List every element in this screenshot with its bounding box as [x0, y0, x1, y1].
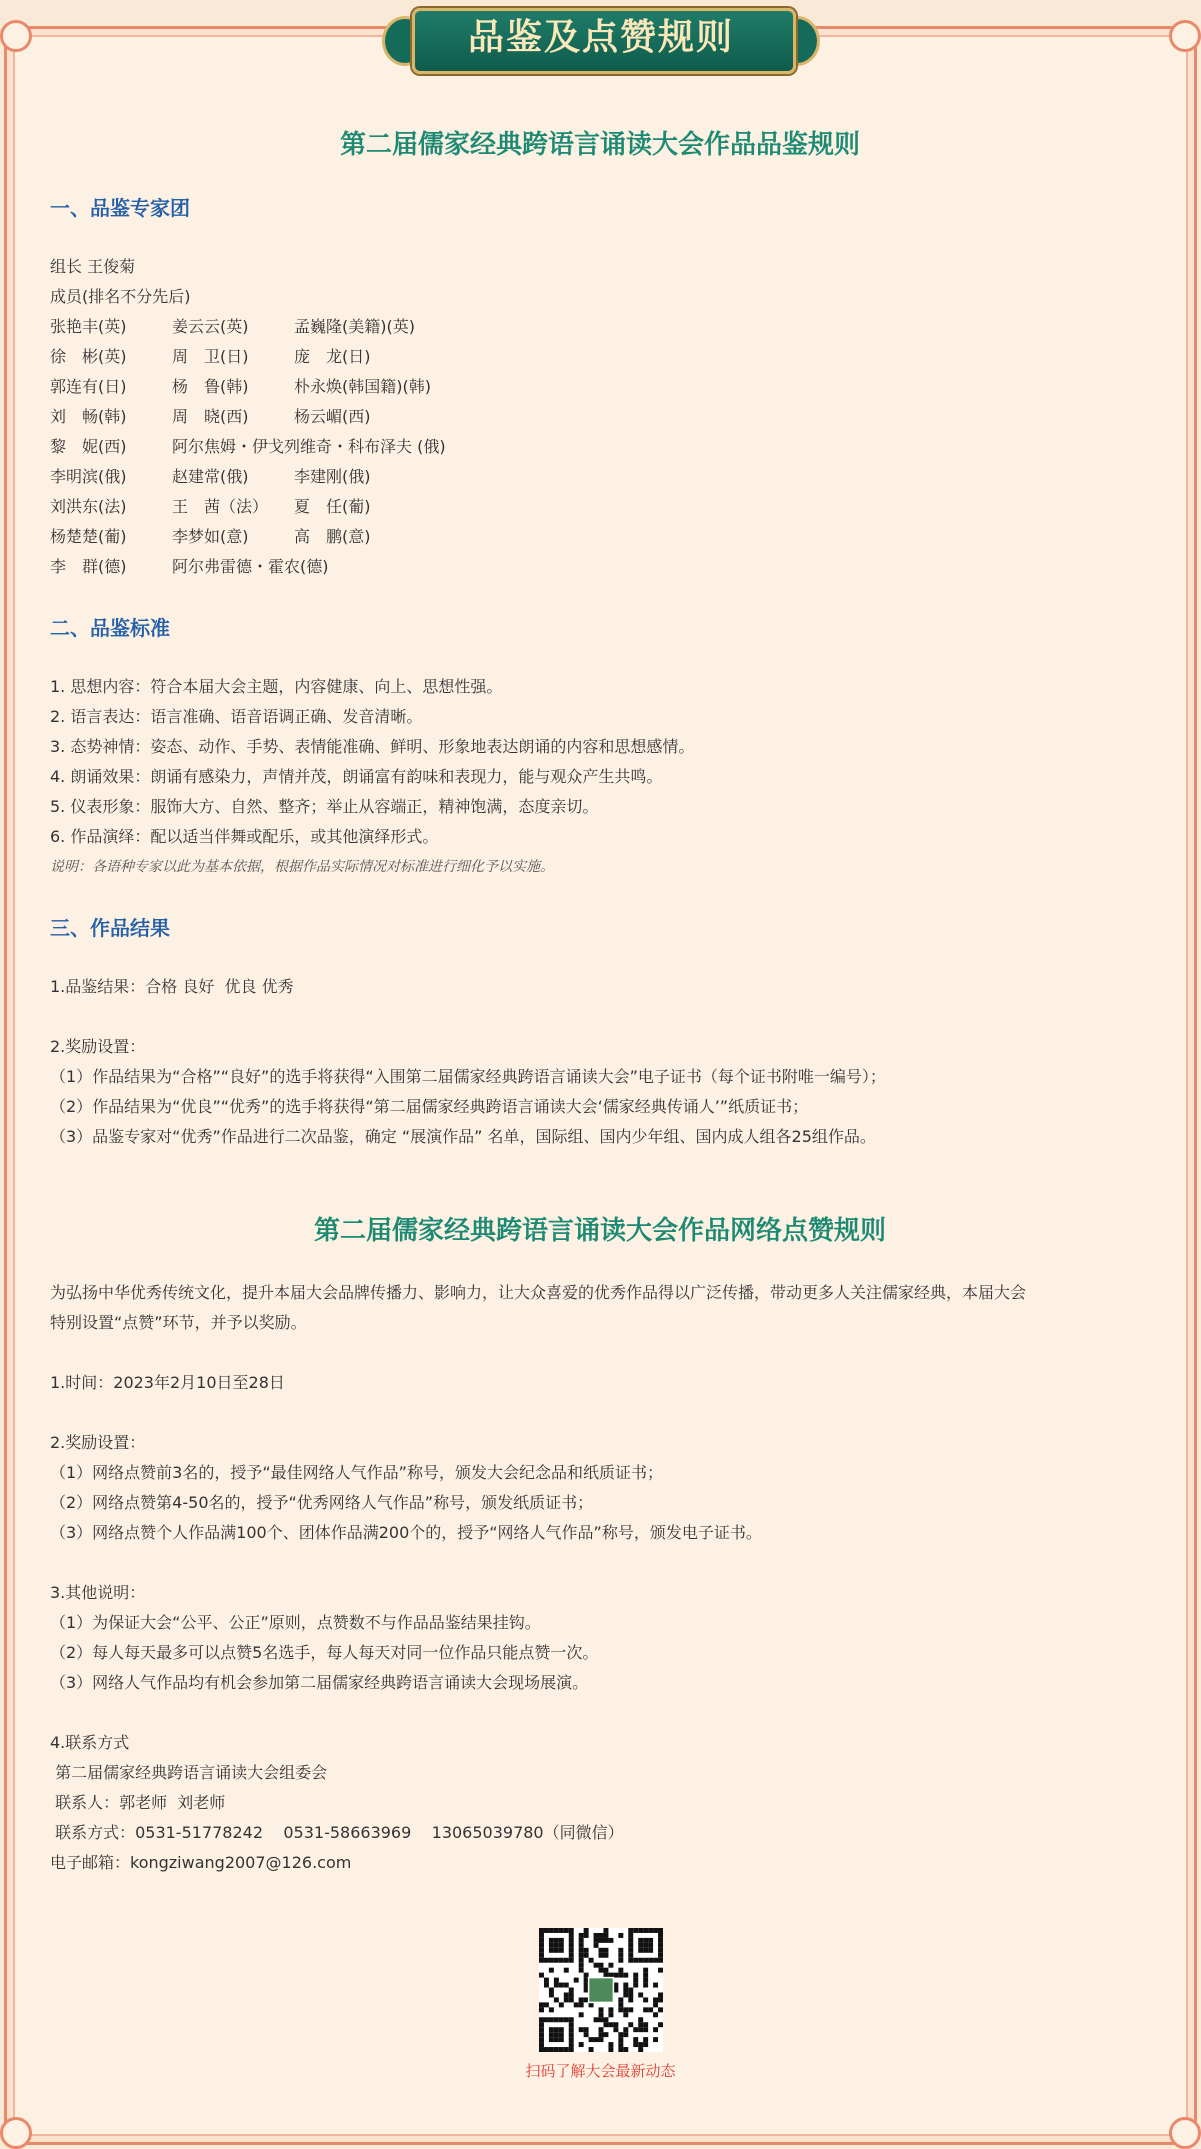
contact-item: 联系人：郭老师 刘老师: [50, 1793, 226, 1812]
expert-name: 高 鹏(意): [294, 527, 371, 546]
expert-name: 姜云云(英): [172, 317, 249, 336]
criteria-item: 6. 作品演绎：配以适当伴舞或配乐，或其他演绎形式。: [50, 827, 439, 846]
expert-name: 李梦如(意): [172, 527, 249, 546]
expert-name: 阿尔焦姆・伊戈列维奇・科布泽夫 (俄): [172, 437, 446, 456]
expert-name: 杨楚楚(葡): [50, 527, 127, 546]
section-heading-experts: 一、品鉴专家团: [50, 196, 190, 220]
leader-line: 组长 王俊菊: [50, 257, 136, 276]
intro-line: 特别设置“点赞”环节，并予以奖励。: [50, 1313, 307, 1332]
frame-corner-ornament: [1169, 20, 1201, 52]
contact-item: 第二届儒家经典跨语言诵读大会组委会: [50, 1763, 328, 1782]
result-line: 1.品鉴结果：合格 良好 优良 优秀: [50, 977, 294, 996]
other-item: （1）为保证大会“公平、公正”原则，点赞数不与作品品鉴结果挂钩。: [50, 1613, 541, 1632]
expert-name: 孟巍隆(美籍)(英): [294, 317, 415, 336]
expert-name: 王 茜（法）: [172, 497, 269, 516]
expert-name: 郭连有(日): [50, 377, 127, 396]
expert-name: 杨 鲁(韩): [172, 377, 249, 396]
other-item: （3）网络人气作品均有机会参加第二届儒家经典跨语言诵读大会现场展演。: [50, 1673, 589, 1692]
header-banner: [382, 2, 820, 80]
frame-corner-ornament: [0, 2117, 32, 2149]
awards-label: 2.奖励设置：: [50, 1433, 146, 1452]
criteria-note: 说明：各语种专家以此为基本依据，根据作品实际情况对标准进行细化予以实施。: [50, 859, 554, 875]
other-label: 3.其他说明：: [50, 1583, 146, 1602]
expert-name: 李建刚(俄): [294, 467, 371, 486]
expert-name: 徐 彬(英): [50, 347, 127, 366]
expert-name: 朴永焕(韩国籍)(韩): [294, 377, 431, 396]
criteria-item: 5. 仪表形象：服饰大方、自然、整齐；举止从容端正，精神饱满，态度亲切。: [50, 797, 599, 816]
criteria-item: 1. 思想内容：符合本届大会主题，内容健康、向上、思想性强。: [50, 677, 503, 696]
frame-corner-ornament: [1169, 2117, 1201, 2149]
section-heading-criteria: 二、品鉴标准: [50, 616, 170, 640]
expert-name: 刘 畅(韩): [50, 407, 127, 426]
expert-name: 李 群(德): [50, 557, 127, 576]
criteria-item: 3. 态势神情：姿态、动作、手势、表情能准确、鲜明、形象地表达朗诵的内容和思想感情。: [50, 737, 695, 756]
time-line: 1.时间：2023年2月10日至28日: [50, 1373, 285, 1392]
expert-name: 刘洪东(法): [50, 497, 127, 516]
expert-name: 张艳丰(英): [50, 317, 127, 336]
criteria-item: 2. 语言表达：语言准确、语音语调正确、发音清晰。: [50, 707, 423, 726]
expert-name: 夏 任(葡): [294, 497, 371, 516]
other-item: （2）每人每天最多可以点赞5名选手，每人每天对同一位作品只能点赞一次。: [50, 1643, 599, 1662]
expert-name: 黎 妮(西): [50, 437, 127, 456]
award-item: （1）网络点赞前3名的，授予“最佳网络人气作品”称号，颁发大会纪念品和纸质证书；: [50, 1463, 663, 1482]
frame-corner-ornament: [0, 20, 32, 52]
expert-name: 杨云嵋(西): [294, 407, 371, 426]
contact-item: 联系方式：0531-51778242 0531-58663969 13065039780（同微信）: [50, 1823, 624, 1842]
award-item: （2）作品结果为“优良”“优秀”的选手将获得“第二届儒家经典跨语言诵读大会‘儒家经典传诵人’”纸质证书；: [50, 1097, 809, 1116]
banner-title: 品鉴及点赞规则: [467, 17, 734, 58]
section-heading-results: 三、作品结果: [50, 916, 170, 940]
award-item: （3）网络点赞个人作品满100个、团体作品满200个的，授予“网络人气作品”称号，颁发电子证书。: [50, 1523, 762, 1542]
expert-name: 赵建常(俄): [172, 467, 249, 486]
qr-caption: 扫码了解大会最新动态: [525, 2062, 676, 2080]
appraisal-rules-title: 第二届儒家经典跨语言诵读大会作品品鉴规则: [339, 130, 860, 160]
expert-name: 周 卫(日): [172, 347, 249, 366]
contact-item: 电子邮箱：kongziwang2007@126.com: [50, 1853, 352, 1872]
awards-label: 2.奖励设置：: [50, 1037, 146, 1056]
like-rules-title: 第二届儒家经典跨语言诵读大会作品网络点赞规则: [313, 1216, 886, 1246]
award-item: （2）网络点赞第4-50名的，授予“优秀网络人气作品”称号，颁发纸质证书；: [50, 1493, 594, 1512]
qr-code-icon: [539, 1928, 663, 2052]
contact-label: 4.联系方式: [50, 1733, 130, 1752]
award-item: （3）品鉴专家对“优秀”作品进行二次品鉴，确定 “展演作品” 名单，国际组、国内少年组、国内成人组各25组作品。: [50, 1127, 876, 1146]
expert-name: 庞 龙(日): [294, 347, 371, 366]
expert-name: 周 晓(西): [172, 407, 249, 426]
intro-line: 为弘扬中华优秀传统文化，提升本届大会品牌传播力、影响力，让大众喜爱的优秀作品得以广泛传播，带动更多人关注儒家经典，本届大会: [50, 1283, 1027, 1302]
award-item: （1）作品结果为“合格”“良好”的选手将获得“入围第二届儒家经典跨语言诵读大会”电子证书（每个证书附唯一编号）；: [50, 1067, 886, 1086]
expert-name: 李明滨(俄): [50, 467, 127, 486]
expert-name: 阿尔弗雷德・霍农(德): [172, 557, 329, 576]
members-label: 成员(排名不分先后): [50, 287, 191, 306]
criteria-item: 4. 朗诵效果：朗诵有感染力，声情并茂，朗诵富有韵味和表现力，能与观众产生共鸣。: [50, 767, 663, 786]
